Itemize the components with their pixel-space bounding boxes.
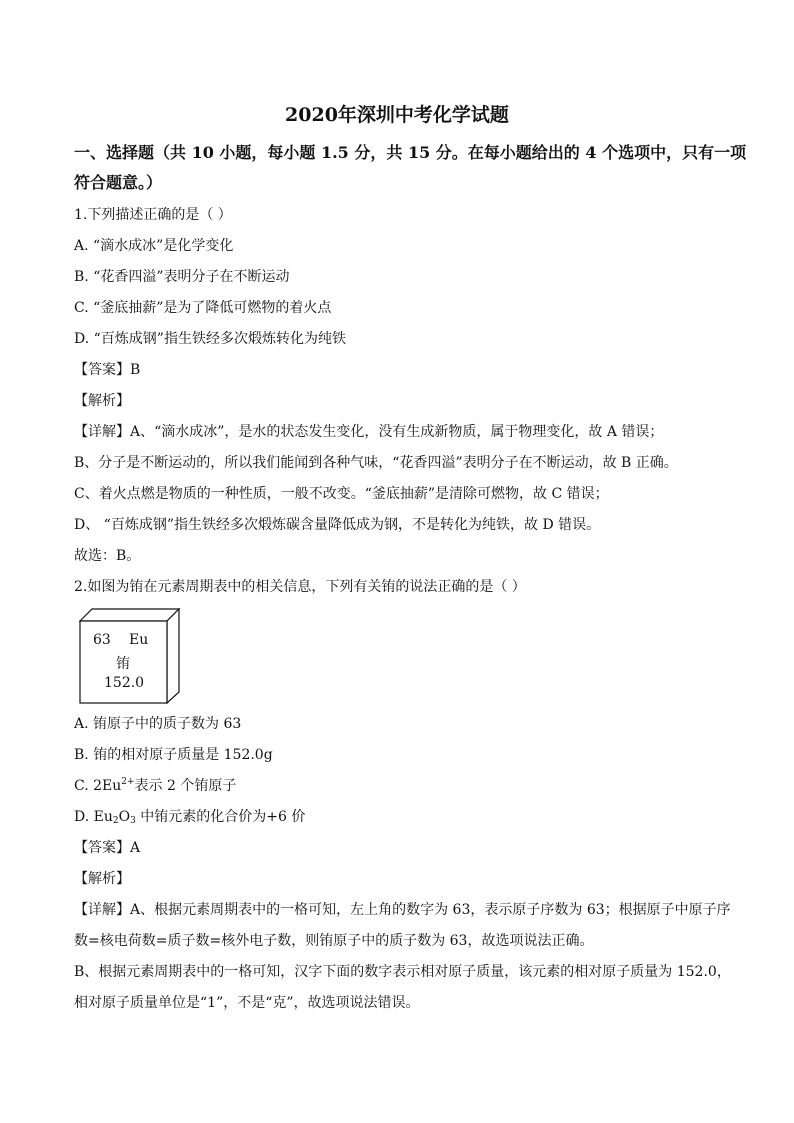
q2-option-c-suffix: 表示 2 个铕原子 xyxy=(134,778,237,794)
section-header-line2: 符合题意。） xyxy=(74,173,163,192)
q2-option-a: A. 铕原子中的质子数为 63 xyxy=(74,716,242,732)
q1-stem: 1.下列描述正确的是（ ） xyxy=(74,207,232,223)
section-header-line1: 一、选择题（共 10 小题，每小题 1.5 分，共 15 分。在每小题给出的 4 个选项中，只有一项 xyxy=(74,143,747,162)
element-name: 铕 xyxy=(116,656,130,672)
q2-option-d-suffix: 中铕元素的化合价为+6 价 xyxy=(135,809,306,825)
q2-option-d xyxy=(74,806,305,826)
q2-analysis-label: 【解析】 xyxy=(74,871,130,887)
q2-option-d-sub2: 3 xyxy=(130,816,136,826)
q2-detail-line2: 数=核电荷数=质子数=核外电子数，则铕原子中的质子数为 63，故选项说法正确。 xyxy=(74,933,594,949)
element-atomic-number: 63 xyxy=(93,632,111,648)
q2-detail-line1: 【详解】A、根据元素周期表中的一格可知，左上角的数字为 63，表示原子序数为 63；根据原子中原子序 xyxy=(74,902,731,918)
q1-analysis-label: 【解析】 xyxy=(74,393,130,409)
q2-answer: 【答案】A xyxy=(74,840,141,856)
element-atomic-mass: 152.0 xyxy=(104,675,145,691)
q1-option-a: A. “滴水成冰”是化学变化 xyxy=(74,238,234,254)
q1-detail-line1: 【详解】A、“滴水成冰”，是水的状态发生变化，没有生成新物质，属于物理变化，故 A 错误； xyxy=(74,424,664,440)
element-symbol: Eu xyxy=(129,632,149,648)
q2-option-d-prefix: D. Eu xyxy=(74,809,113,825)
q2-option-d-sub1: 2 xyxy=(112,816,119,826)
q1-option-b: B. “花香四溢”表明分子在不断运动 xyxy=(74,269,290,285)
q1-detail-line5: 故选：B。 xyxy=(74,548,141,564)
q2-option-b: B. 铕的相对原子质量是 152.0g xyxy=(74,747,273,763)
q1-detail-line4: D、 “百炼成钢”指生铁经多次煅炼碳含量降低成为钢，不是转化为纯铁，故 D 错误。 xyxy=(74,517,601,533)
q1-option-c: C. “釜底抽薪”是为了降低可燃物的着火点 xyxy=(74,300,332,316)
q2-option-c xyxy=(74,775,236,795)
page-title: 2020年深圳中考化学试题 xyxy=(285,104,509,126)
element-cell-figure xyxy=(79,608,183,704)
q2-detail-line4: 相对原子质量单位是“1”，不是“克”，故选项说法错误。 xyxy=(74,995,420,1011)
q1-detail-line2: B、分子是不断运动的，所以我们能闻到各种气味，“花香四溢”表明分子在不断运动，故 B 正确。 xyxy=(74,455,678,471)
q2-option-c-charge: 2+ xyxy=(121,777,135,787)
q1-option-d: D. “百炼成钢”指生铁经多次煅炼转化为纯铁 xyxy=(74,331,346,347)
q2-option-c-prefix: C. 2Eu xyxy=(74,778,122,794)
q2-detail-line3: B、根据元素周期表中的一格可知，汉字下面的数字表示相对原子质量，该元素的相对原子质量为 152.0， xyxy=(74,964,731,980)
q1-answer: 【答案】B xyxy=(74,362,141,378)
q2-stem: 2.如图为铕在元素周期表中的相关信息，下列有关铕的说法正确的是（ ） xyxy=(74,579,526,595)
q2-option-d-mid: O xyxy=(118,809,131,825)
q1-detail-line3: C、着火点燃是物质的一种性质，一般不改变。“釜底抽薪”是清除可燃物，故 C 错误； xyxy=(74,486,609,502)
